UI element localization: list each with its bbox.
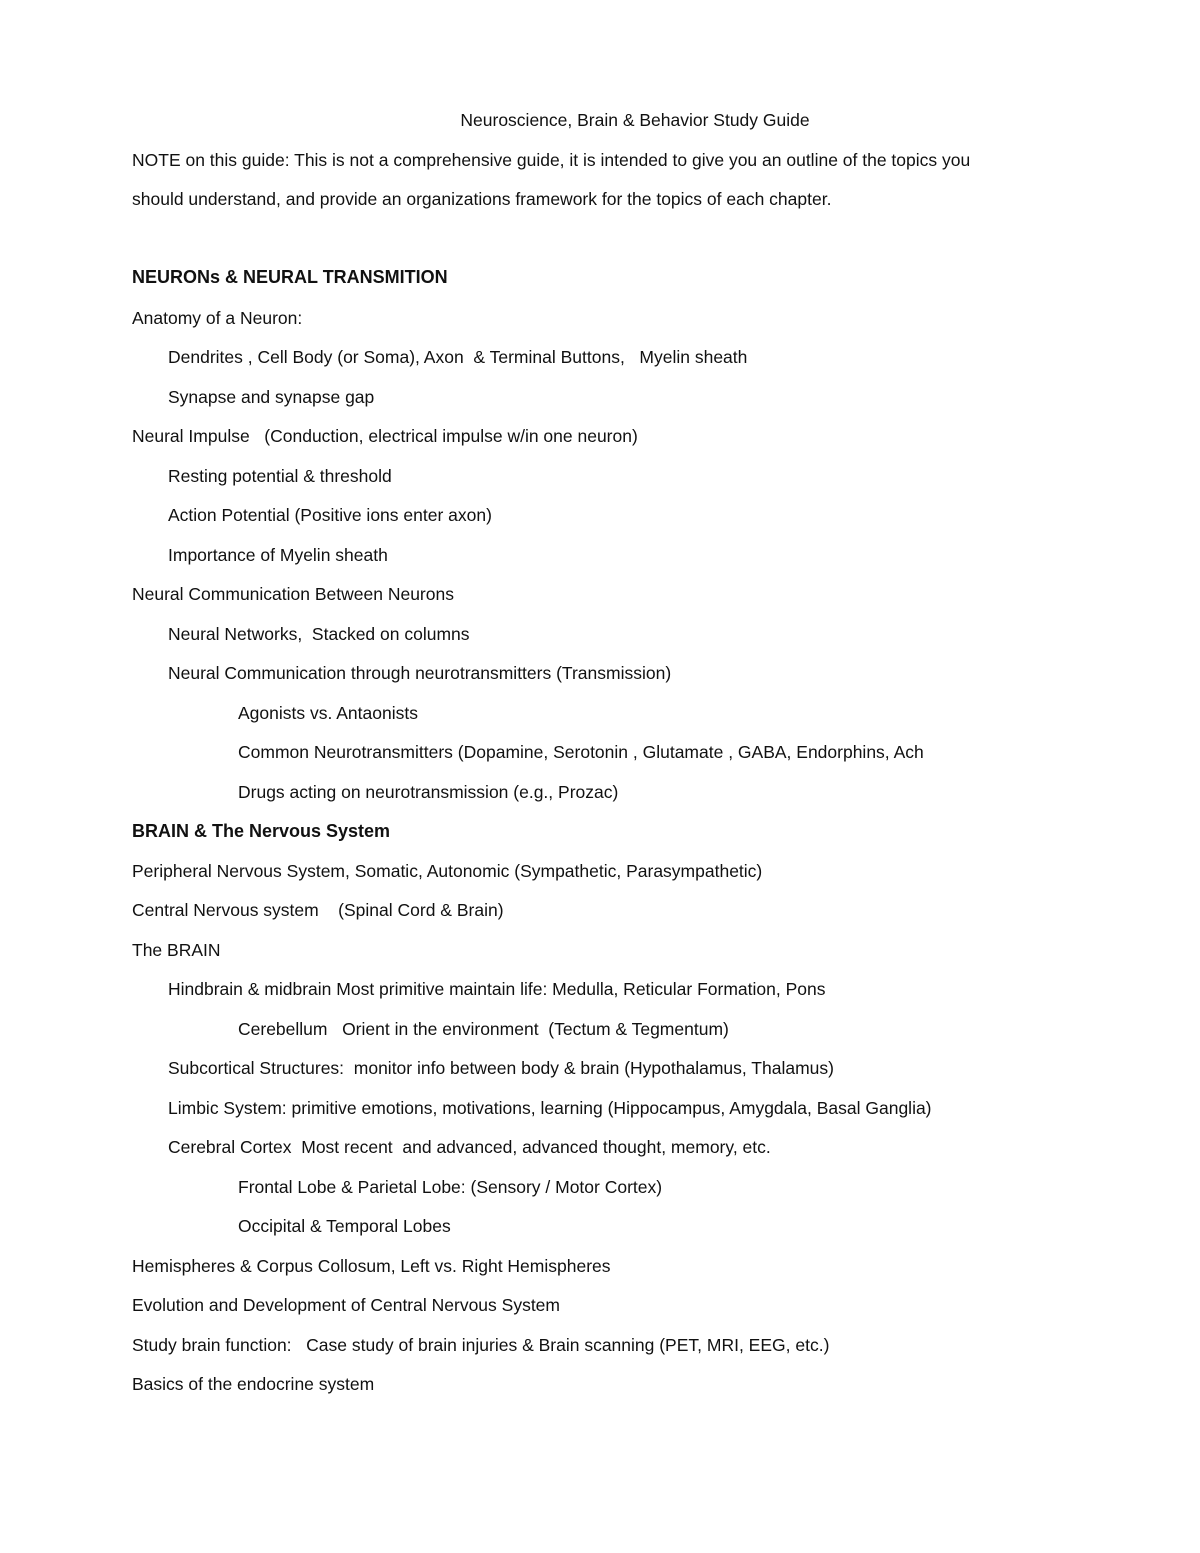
note-line-1: NOTE on this guide: This is not a comprehensive guide, it is intended to give you an outline of the topics you (132, 150, 971, 170)
outline-item: Resting potential & threshold (168, 466, 392, 486)
outline-item: Drugs acting on neurotransmission (e.g., Prozac) (238, 782, 619, 802)
outline-item: Neural Impulse (Conduction, electrical impulse w/in one neuron) (132, 426, 638, 446)
section-heading-brain: BRAIN & The Nervous System (132, 821, 391, 841)
outline-item: Importance of Myelin sheath (168, 545, 388, 565)
outline-item: Basics of the endocrine system (132, 1374, 375, 1394)
page-title: Neuroscience, Brain & Behavior Study Guide (460, 110, 810, 130)
outline-item: Limbic System: primitive emotions, motivations, learning (Hippocampus, Amygdala, Basal Ganglia) (168, 1098, 932, 1118)
outline-item: Synapse and synapse gap (168, 387, 375, 407)
outline-item: Central Nervous system (Spinal Cord & Brain) (132, 900, 504, 920)
outline-item: Agonists vs. Antaonists (238, 703, 418, 723)
outline-item: Anatomy of a Neuron: (132, 308, 303, 328)
outline-item: Action Potential (Positive ions enter axon) (168, 505, 492, 525)
outline-item: Common Neurotransmitters (Dopamine, Serotonin , Glutamate , GABA, Endorphins, Ach (238, 742, 924, 762)
outline-item: Cerebellum Orient in the environment (Tectum & Tegmentum) (238, 1019, 729, 1039)
outline-item: Neural Networks, Stacked on columns (168, 624, 470, 644)
outline-item: Peripheral Nervous System, Somatic, Autonomic (Sympathetic, Parasympathetic) (132, 861, 763, 881)
outline-item: Evolution and Development of Central Nervous System (132, 1295, 560, 1315)
outline-item: Neural Communication through neurotransmitters (Transmission) (168, 663, 672, 683)
outline-item: Occipital & Temporal Lobes (238, 1216, 451, 1236)
outline-item: Hindbrain & midbrain Most primitive maintain life: Medulla, Reticular Formation, Pons (168, 979, 826, 999)
outline-item: Cerebral Cortex Most recent and advanced, advanced thought, memory, etc. (168, 1137, 771, 1157)
outline-item: Hemispheres & Corpus Collosum, Left vs. Right Hemispheres (132, 1256, 611, 1276)
outline-item: Dendrites , Cell Body (or Soma), Axon & Terminal Buttons, Myelin sheath (168, 347, 748, 367)
outline-item: Subcortical Structures: monitor info between body & brain (Hypothalamus, Thalamus) (168, 1058, 834, 1078)
outline-item: Frontal Lobe & Parietal Lobe: (Sensory / Motor Cortex) (238, 1177, 663, 1197)
note-line-2: should understand, and provide an organizations framework for the topics of each chapter. (132, 189, 832, 209)
outline-item: Study brain function: Case study of brain injuries & Brain scanning (PET, MRI, EEG, etc.) (132, 1335, 830, 1355)
outline-item: Neural Communication Between Neurons (132, 584, 454, 604)
outline-item: The BRAIN (132, 940, 221, 960)
section-heading-neurons: NEURONs & NEURAL TRANSMITION (132, 267, 448, 287)
